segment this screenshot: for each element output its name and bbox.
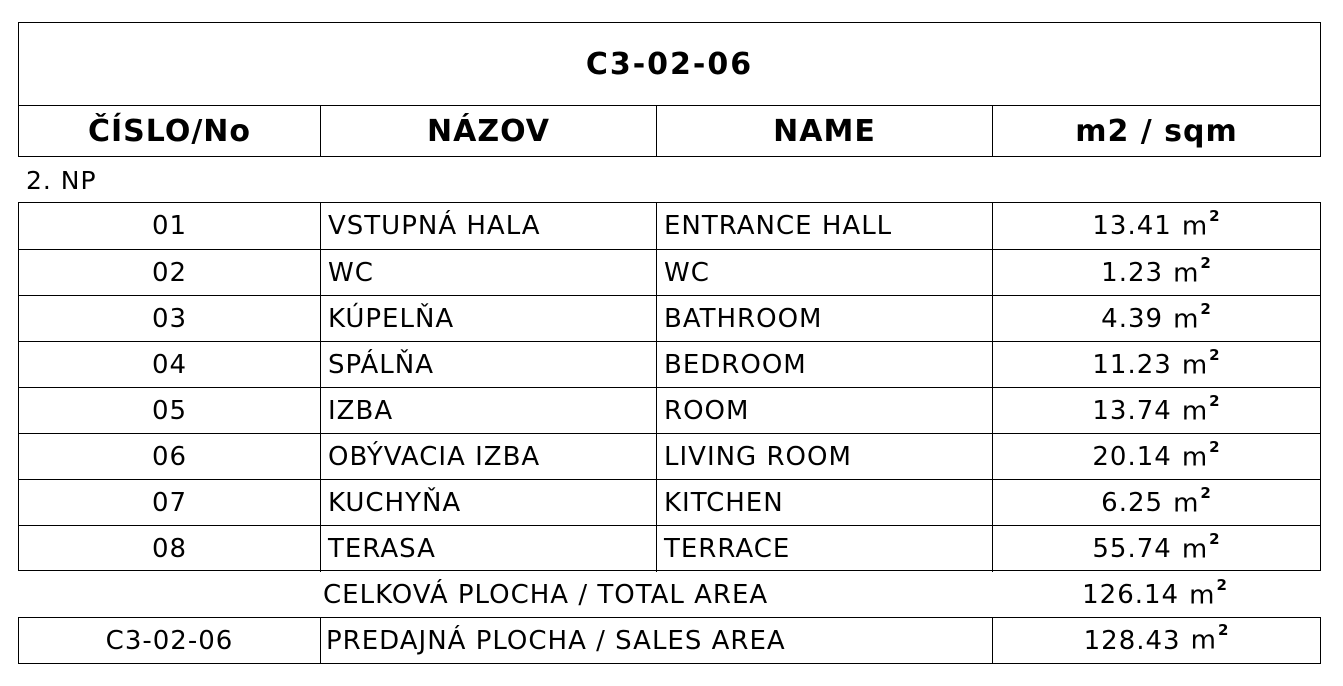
sales-area-unit: $m^2$ [1190,621,1230,656]
room-name: KITCHEN [656,480,992,526]
room-name: TERRACE [656,526,992,572]
room-name: ROOM [656,388,992,434]
room-no: 03 [151,304,188,334]
room-no: 01 [151,211,188,241]
room-nazov: SPÁLŇA [320,342,656,388]
room-area-unit: $m^2$ [1181,437,1221,473]
room-no: 02 [151,258,188,288]
total-label: CELKOVÁ PLOCHA / TOTAL AREA [323,580,769,610]
room-nazov: OBÝVACIA IZBA [320,434,656,480]
room-no: 06 [151,442,188,472]
room-name: BATHROOM [656,296,992,342]
room-no: 08 [151,534,188,564]
table-row [19,387,1320,434]
room-nazov: KUCHYŇA [320,480,656,526]
sales-row [18,617,1321,664]
table-row [19,203,1320,249]
total-area-unit: $m^2$ [1189,575,1228,611]
room-area [992,526,1320,572]
header-box [18,22,1321,157]
room-name: WC [656,250,992,296]
room-area-value: 11.23 [1092,350,1172,380]
room-area-value: 4.39 [1101,304,1164,334]
room-nazov: TERASA [320,526,656,572]
room-area [992,388,1320,434]
room-area-unit: $m^2$ [1173,483,1212,519]
room-no: 07 [151,488,188,518]
room-no: 04 [151,350,188,380]
column-header-row [19,105,1320,157]
table-title: C3-02-06 [585,46,754,82]
floor-label: 2. NP [26,166,97,195]
room-area-unit: $m^2$ [1181,345,1221,381]
header-no: ČÍSLO/No [87,114,251,149]
sales-label: PREDAJNÁ PLOCHA / SALES AREA [320,618,992,663]
table-row [19,341,1320,388]
room-area-unit: $m^2$ [1181,391,1221,427]
room-area [992,250,1320,296]
room-area [992,342,1320,388]
room-nazov: WC [320,250,656,296]
room-area-value: 13.41 [1092,211,1172,241]
header-area: m2 / sqm [992,106,1320,157]
room-nazov: VSTUPNÁ HALA [320,203,656,249]
room-area [992,480,1320,526]
room-area-value: 6.25 [1101,488,1164,518]
table-row [19,525,1320,572]
sales-area [992,618,1320,663]
room-area-value: 20.14 [1092,442,1172,472]
room-area [992,296,1320,342]
room-area-value: 1.23 [1101,258,1164,288]
room-area-unit: $m^2$ [1173,299,1212,335]
rooms-table [18,202,1321,571]
room-area [992,434,1320,480]
room-area [992,203,1320,249]
room-area-unit: $m^2$ [1181,529,1221,565]
room-nazov: IZBA [320,388,656,434]
room-area-value: 55.74 [1092,534,1172,564]
room-name: LIVING ROOM [656,434,992,480]
table-row [19,249,1320,296]
room-area-unit: $m^2$ [1181,206,1221,242]
room-nazov: KÚPELŇA [320,296,656,342]
room-name: ENTRANCE HALL [656,203,992,249]
total-area [991,572,1319,618]
header-name: NAME [656,106,992,157]
table-row [19,295,1320,342]
room-no: 05 [151,396,188,426]
total-row [18,572,1321,618]
sales-no: C3-02-06 [105,625,234,656]
room-area-value: 13.74 [1092,396,1172,426]
header-nazov: NÁZOV [320,106,656,157]
total-area-value: 126.14 [1082,580,1180,610]
room-name: BEDROOM [656,342,992,388]
sales-area-value: 128.43 [1083,625,1181,656]
room-area-unit: $m^2$ [1173,253,1212,289]
table-row [19,479,1320,526]
table-row [19,433,1320,480]
